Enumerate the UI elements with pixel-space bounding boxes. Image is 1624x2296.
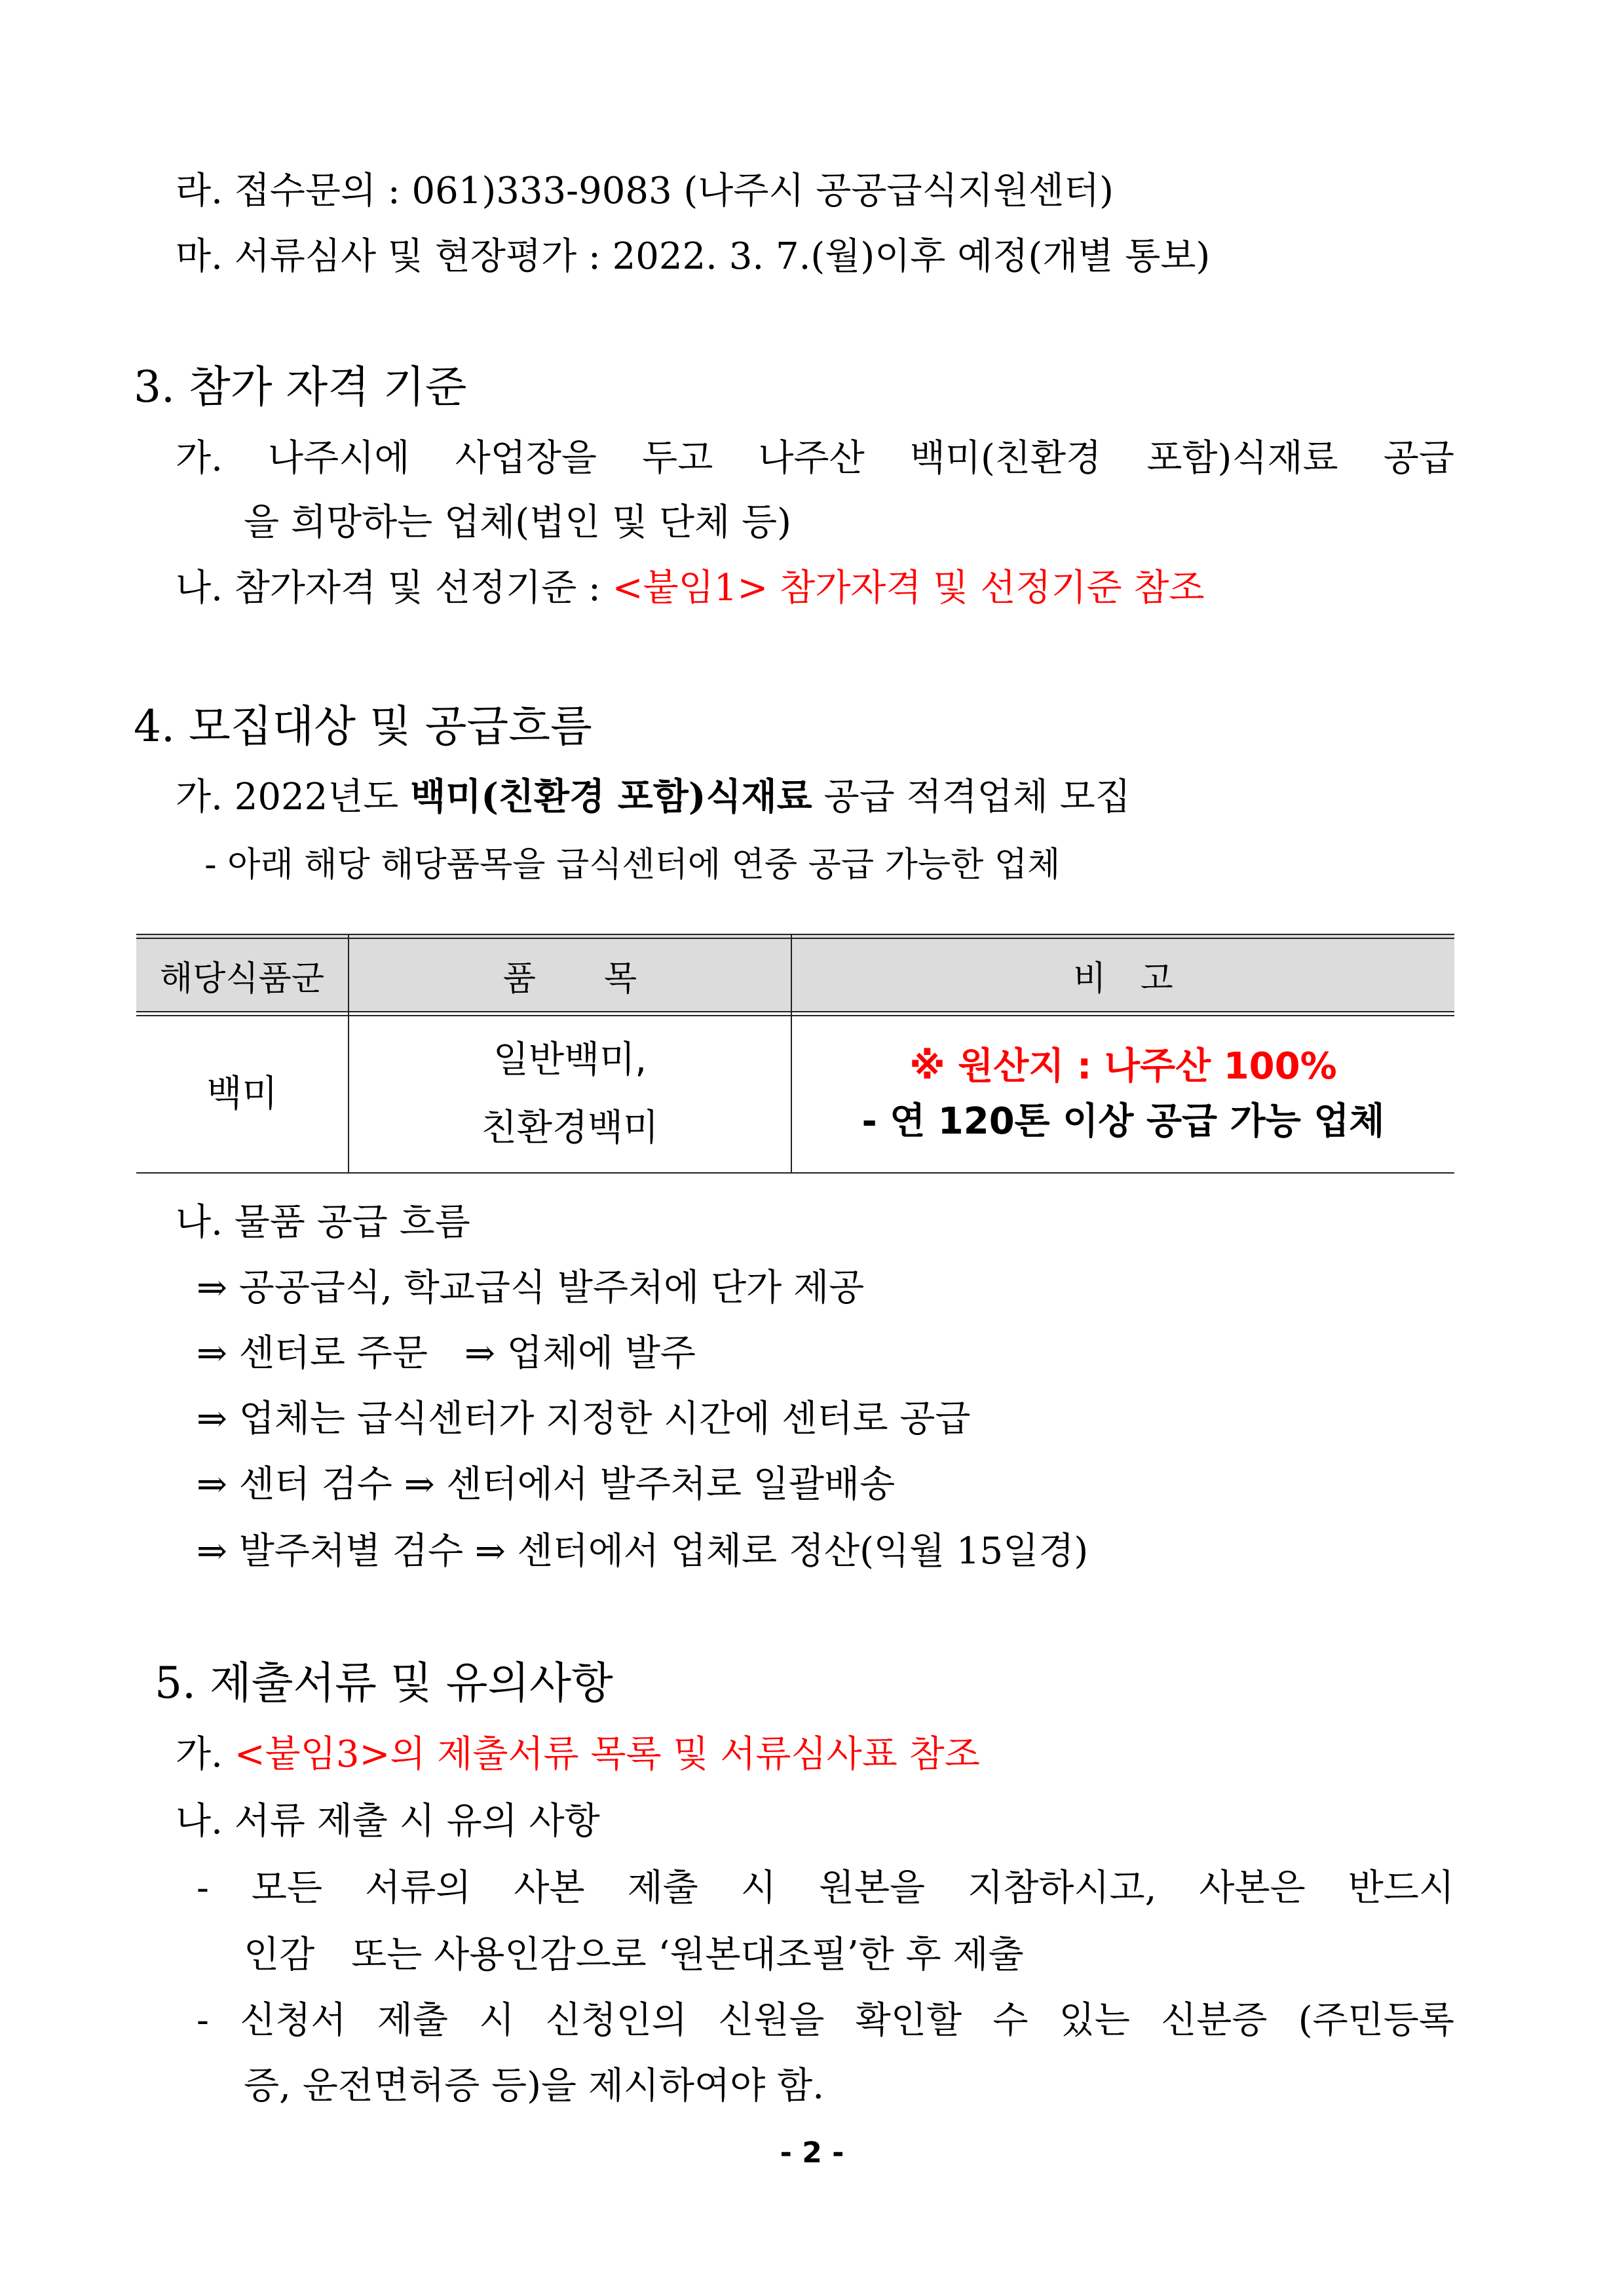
table-header-rule-1	[136, 1011, 1454, 1012]
table-cell-group-text: 백미	[206, 1073, 278, 1115]
section3-heading: 3. 참가 자격 기준	[134, 362, 467, 412]
table-header-note: 비 고	[1073, 959, 1173, 999]
table-header-item: 품 목	[502, 959, 637, 999]
section4-heading: 4. 모집대상 및 공급흐름	[134, 701, 592, 752]
supply-volume-note: - 연 120톤 이상 공급 가능 업체	[861, 1100, 1385, 1143]
section5-item-na: 나. 서류 제출 시 유의 사항	[176, 1800, 600, 1843]
section3-item-na-label: 나. 참가자격 및 선정기준 :	[176, 567, 613, 609]
review-schedule-line: 마. 서류심사 및 현장평가 : 2022. 3. 7.(월)이후 예정(개별 통보)	[176, 235, 1211, 278]
table-cell-note	[792, 1016, 1454, 1172]
section5-item-ga	[176, 1733, 980, 1776]
section4-item-ga	[176, 775, 1131, 818]
notice-1-line1: - 모든 서류의 사본 제출 시 원본을 지참하시고, 사본은 반드시	[197, 1867, 1454, 1909]
origin-note: ※ 원산지 : 나주산 100%	[909, 1045, 1337, 1088]
contact-line: 라. 접수문의 : 061)333-9083 (나주시 공공급식지원센터)	[176, 170, 1114, 212]
notice-1-line2: 인감 또는 사용인감으로 ‘원본대조필’한 후 제출	[244, 1934, 1024, 1976]
table-cell-item-line2: 친환경백미	[481, 1107, 659, 1149]
attachment1-reference: <붙임1> 참가자격 및 선정기준 참조	[612, 567, 1205, 609]
section3-item-na	[176, 567, 1205, 609]
section4-item-ga-bold: 백미(친환경 포함)식재료	[410, 775, 812, 818]
attachment3-reference: <붙임3>의 제출서류 목록 및 서류심사표 참조	[234, 1733, 980, 1776]
notice-2-line1: - 신청서 제출 시 신청인의 신원을 확인할 수 있는 신분증 (주민등록	[197, 1999, 1454, 2042]
flow-step-4: ⇒ 센터 검수 ⇒ 센터에서 발주처로 일괄배송	[197, 1463, 896, 1506]
section4-item-ga-sub: - 아래 해당 해당품목을 급식센터에 연중 공급 가능한 업체	[204, 845, 1061, 885]
flow-step-5: ⇒ 발주처별 검수 ⇒ 센터에서 업체로 정산(익월 15일경)	[197, 1530, 1089, 1573]
section3-item-ga-line1: 가. 나주시에 사업장을 두고 나주산 백미(친환경 포함)식재료 공급	[176, 437, 1454, 480]
section4-item-ga-prefix: 가. 2022년도	[176, 776, 411, 818]
section4-item-ga-suffix: 공급 적격업체 모집	[812, 776, 1131, 818]
table-top-rule-1	[136, 934, 1454, 935]
section5-heading: 5. 제출서류 및 유의사항	[155, 1658, 613, 1708]
flow-step-2: ⇒ 센터로 주문 ⇒ 업체에 발주	[197, 1332, 696, 1375]
supply-items-table	[136, 934, 1454, 1174]
notice-2-line2: 증, 운전면허증 등)을 제시하여야 함.	[244, 2065, 824, 2107]
flow-step-1: ⇒ 공공급식, 학교급식 발주처에 단가 제공	[197, 1267, 865, 1309]
flow-step-3: ⇒ 업체는 급식센터가 지정한 시간에 센터로 공급	[197, 1398, 971, 1440]
table-cell-item	[349, 1016, 791, 1172]
section4-item-na: 나. 물품 공급 흐름	[176, 1201, 470, 1244]
table-cell-item-line1: 일반백미,	[493, 1039, 647, 1081]
table-bottom-rule	[136, 1172, 1454, 1174]
table-header-group: 해당식품군	[159, 959, 325, 999]
table-cell-group	[136, 1016, 348, 1172]
page-number: - 2 -	[780, 2136, 844, 2170]
section5-item-ga-label: 가.	[176, 1733, 235, 1776]
section3-item-ga-line2: 을 희망하는 업체(법인 및 단체 등)	[244, 501, 791, 544]
